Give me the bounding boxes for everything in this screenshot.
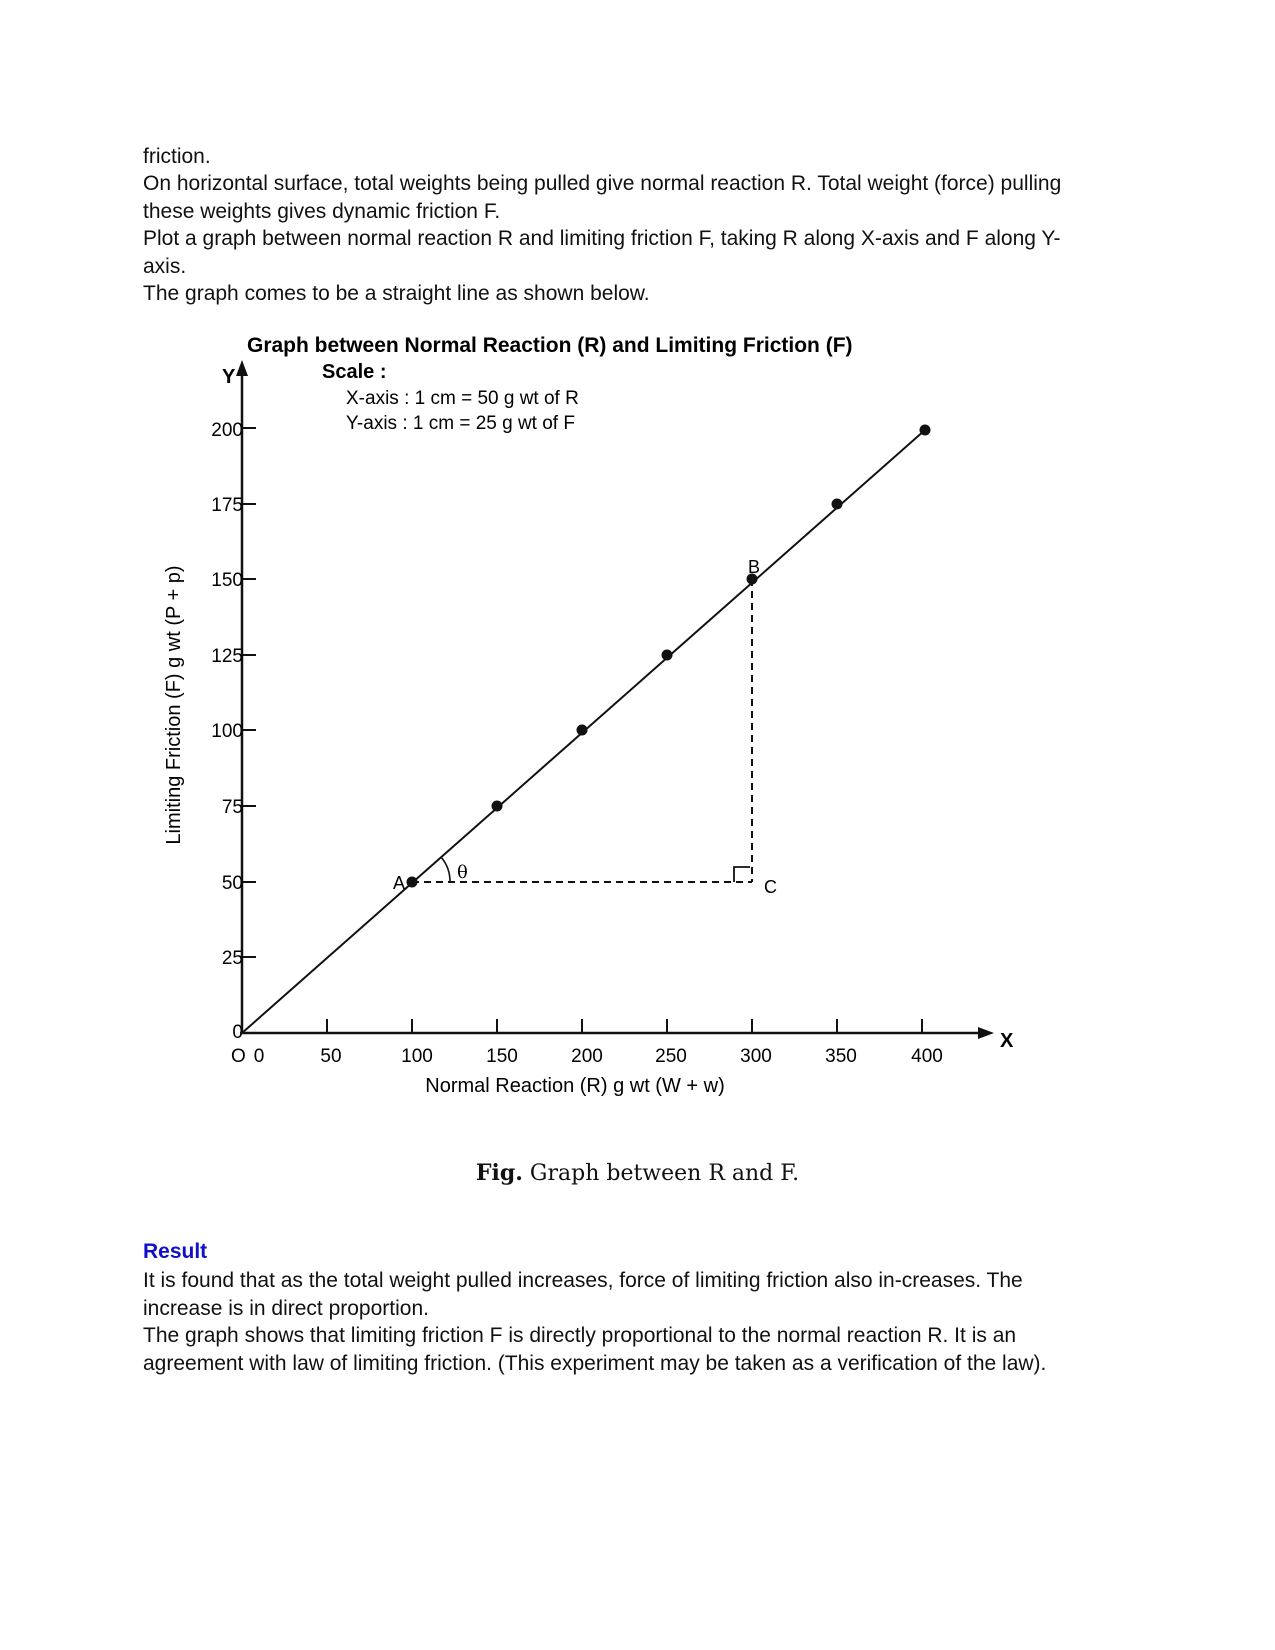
intro-paragraph-2: On horizontal surface, total weights being pulled give normal reaction R. Total weight (force) pulling these weights gives dynamic friction F.: [143, 172, 1062, 223]
data-point: [577, 725, 588, 736]
intro-paragraph-1: friction.: [143, 145, 211, 168]
svg-text:300: 300: [740, 1046, 772, 1067]
x-axis: [231, 1019, 1014, 1097]
svg-text:125: 125: [211, 646, 243, 667]
figure-graph-r-vs-f: [140, 305, 1060, 1125]
svg-text:100: 100: [211, 721, 243, 742]
right-angle-icon: [734, 867, 750, 882]
svg-text:50: 50: [320, 1046, 342, 1067]
result-paragraph-2: The graph shows that limiting friction F is directly proportional to the normal reaction R. It is an agreement with law of limiting friction. (This experiment may be taken as a verification of the law).: [143, 1324, 1047, 1375]
svg-text:150: 150: [486, 1046, 518, 1067]
scale-label: Scale :: [322, 361, 387, 383]
svg-text:400: 400: [911, 1046, 943, 1067]
x-axis-arrow-icon: [978, 1027, 994, 1039]
svg-text:175: 175: [211, 495, 243, 516]
x-axis-label: Normal Reaction (R) g wt (W + w): [425, 1075, 725, 1097]
figure-caption: [0, 1160, 1275, 1186]
chart-title: Graph between Normal Reaction (R) and Limiting Friction (F): [247, 334, 853, 357]
caption-text: Graph between R and F.: [522, 1161, 800, 1186]
svg-text:250: 250: [655, 1046, 687, 1067]
svg-text:150: 150: [211, 570, 243, 591]
result-heading: Result: [143, 1240, 208, 1263]
intro-paragraph-4: The graph comes to be a straight line as shown below.: [143, 282, 650, 305]
y-tick-labels: [211, 420, 243, 1043]
data-point: [920, 425, 931, 436]
svg-text:50: 50: [221, 873, 243, 894]
data-point: [407, 877, 418, 888]
y-axis-letter: Y: [222, 366, 236, 388]
svg-text:100: 100: [401, 1046, 433, 1067]
svg-text:0: 0: [253, 1046, 265, 1067]
angle-theta-label: θ: [457, 862, 468, 883]
y-axis-label: Limiting Friction (F) g wt (P + p): [163, 565, 185, 845]
result-paragraph-1: It is found that as the total weight pulled increases, force of limiting friction also in-creases. The increase is in direct proportion.: [143, 1269, 1023, 1320]
chart-svg: [140, 305, 1060, 1125]
intro-paragraph-3: Plot a graph between normal reaction R and limiting friction F, taking R along X-axis and F along Y-axis.: [143, 227, 1061, 278]
point-label-c: C: [764, 877, 777, 897]
svg-text:200: 200: [211, 420, 243, 441]
y-axis: [163, 360, 256, 1043]
point-label-b: B: [748, 557, 761, 577]
origin-label: O: [231, 1046, 246, 1067]
data-point: [492, 801, 503, 812]
angle-arc-icon: [441, 857, 450, 882]
scale-x: X-axis : 1 cm = 50 g wt of R: [346, 388, 579, 409]
x-axis-letter: X: [1000, 1030, 1014, 1052]
x-tick-labels: [254, 1046, 943, 1067]
svg-text:200: 200: [571, 1046, 603, 1067]
data-point: [832, 499, 843, 510]
caption-prefix: Fig.: [475, 1160, 523, 1186]
svg-text:0: 0: [232, 1022, 243, 1043]
scale-y: Y-axis : 1 cm = 25 g wt of F: [346, 413, 575, 434]
point-label-a: A: [393, 873, 406, 893]
y-axis-arrow-icon: [236, 360, 248, 376]
svg-text:75: 75: [221, 797, 243, 818]
svg-text:350: 350: [825, 1046, 857, 1067]
data-point: [662, 650, 673, 661]
svg-text:25: 25: [221, 948, 243, 969]
